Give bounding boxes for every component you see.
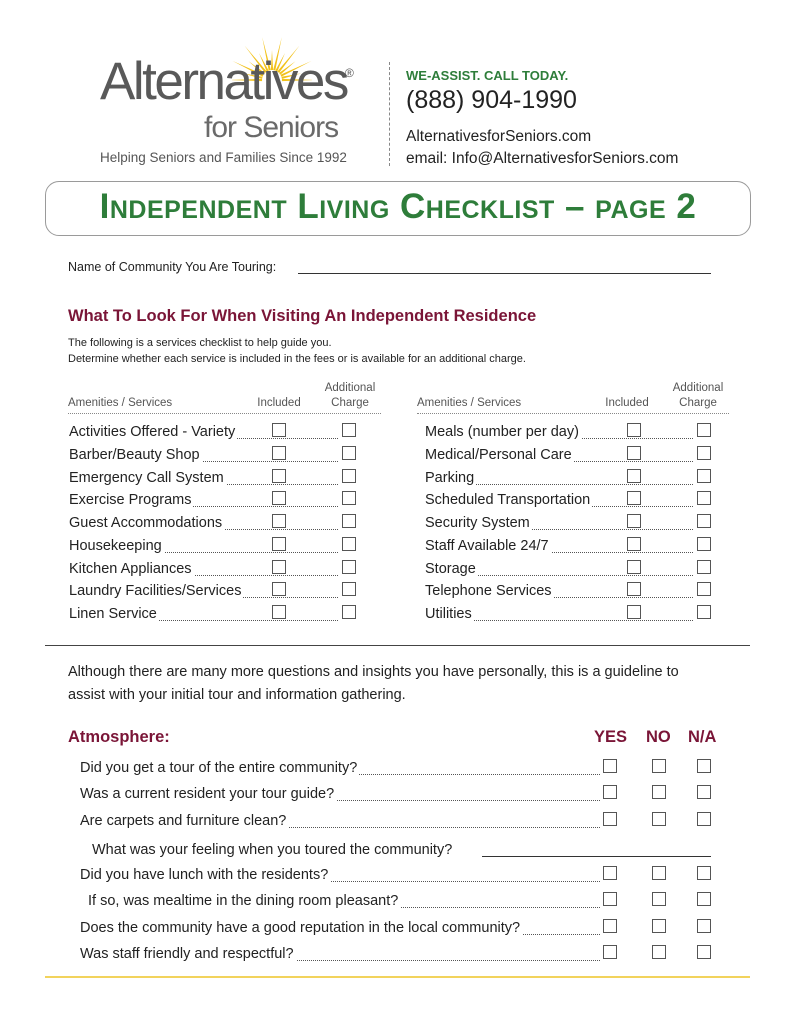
na-checkbox-icon[interactable] [697,759,711,773]
atmosphere-heading: Atmosphere: [68,728,170,746]
feeling-answer-field[interactable] [482,856,711,857]
checkbox-icon[interactable] [272,469,286,483]
tagline: Helping Seniors and Families Since 1992 [100,150,347,165]
checkbox-icon[interactable] [627,537,641,551]
no-checkbox-icon[interactable] [652,866,666,880]
atmosphere-question: What was your feeling when you toured the community? [92,842,453,858]
left-service-label: Kitchen Appliances [69,560,192,577]
checkbox-icon[interactable] [342,491,356,505]
checkbox-icon[interactable] [342,469,356,483]
checkbox-icon[interactable] [272,582,286,596]
page-title: Independent Living Checklist – page 2 [99,187,697,226]
right-service-label: Parking [425,469,475,486]
atmosphere-question: Was staff friendly and respectful? [80,946,294,962]
header-divider [389,62,390,166]
yes-checkbox-icon[interactable] [603,759,617,773]
checkbox-icon[interactable] [272,423,286,437]
checkbox-icon[interactable] [697,491,711,505]
contact-email[interactable]: email: Info@AlternativesforSeniors.com [406,150,679,167]
na-checkbox-icon[interactable] [697,866,711,880]
checkbox-icon[interactable] [697,469,711,483]
right-service-label: Security System [425,515,530,531]
atmosphere-question: If so, was mealtime in the dining room pleasant? [88,893,399,909]
checkbox-icon[interactable] [342,423,356,437]
checkbox-icon[interactable] [627,491,641,505]
checkbox-icon[interactable] [627,446,641,460]
left-service-label: Housekeeping [69,537,162,554]
left-service-label: Barber/Beauty Shop [69,446,200,463]
left-col-additional-line-2: Charge [331,397,369,409]
checkbox-icon[interactable] [342,582,356,596]
no-checkbox-icon[interactable] [652,759,666,773]
na-column-header: N/A [688,728,717,746]
left-service-label: Emergency Call System [69,469,224,486]
guideline-line-2: assist with your initial tour and information gathering. [68,687,406,703]
yes-checkbox-icon[interactable] [603,892,617,906]
checkbox-icon[interactable] [342,514,356,528]
left-col-additional-line-1: Additional [324,382,376,394]
logo-subtitle: for Seniors [204,111,339,144]
section-divider [45,645,750,646]
checkbox-icon[interactable] [342,446,356,460]
na-checkbox-icon[interactable] [697,785,711,799]
yes-checkbox-icon[interactable] [603,812,617,826]
checkbox-icon[interactable] [272,605,286,619]
contact-phone[interactable]: (888) 904-1990 [406,86,577,114]
contact-website[interactable]: AlternativesforSeniors.com [406,128,592,145]
checkbox-icon[interactable] [697,514,711,528]
no-checkbox-icon[interactable] [652,892,666,906]
yes-column-header: YES [594,728,628,746]
right-header-rule [417,413,729,414]
checkbox-icon[interactable] [697,605,711,619]
na-checkbox-icon[interactable] [697,919,711,933]
checkbox-icon[interactable] [272,514,286,528]
checkbox-icon[interactable] [627,514,641,528]
checkbox-icon[interactable] [342,560,356,574]
right-service-label: Staff Available 24/7 [425,537,549,554]
no-column-header: NO [646,728,671,746]
checkbox-icon[interactable] [697,423,711,437]
right-col-additional-header [666,381,730,411]
contact-cta: WE-ASSIST. CALL TODAY. [406,68,569,83]
no-checkbox-icon[interactable] [652,812,666,826]
right-col-additional-line-2: Charge [679,397,717,409]
right-col-additional-line-1: Additional [672,382,724,394]
left-col-included-header: Included [257,397,301,409]
logo-registered-mark: ® [345,66,354,80]
checkbox-icon[interactable] [342,537,356,551]
services-heading: What To Look For When Visiting An Independent Residence [68,307,537,325]
na-checkbox-icon[interactable] [697,945,711,959]
logo-wordmark: Alternatives [100,52,347,111]
checkbox-icon[interactable] [272,537,286,551]
left-service-label: Activities Offered - Variety [69,424,236,440]
checkbox-icon[interactable] [272,491,286,505]
atmosphere-question: Did you have lunch with the residents? [80,867,329,883]
right-col-amenities-header: Amenities / Services [417,397,522,409]
left-service-label: Laundry Facilities/Services [69,583,242,600]
checkbox-icon[interactable] [697,560,711,574]
checkbox-icon[interactable] [627,605,641,619]
checkbox-icon[interactable] [627,560,641,574]
left-service-label: Guest Accommodations [69,515,223,531]
services-intro-line-2: Determine whether each service is included in the fees or is available for an additional charge. [68,353,526,365]
atmosphere-question: Did you get a tour of the entire community? [80,760,358,776]
right-service-label: Scheduled Transportation [425,492,591,509]
yes-checkbox-icon[interactable] [603,945,617,959]
guideline-line-1: Although there are many more questions and insights you have personally, this is a guideline to [68,664,679,680]
right-service-label: Telephone Services [425,583,552,600]
checkbox-icon[interactable] [627,582,641,596]
checkbox-icon[interactable] [627,423,641,437]
left-col-additional-header [318,381,382,411]
community-name-label: Name of Community You Are Touring: [68,260,277,274]
right-col-included-header: Included [605,397,649,409]
no-checkbox-icon[interactable] [652,785,666,799]
right-service-label: Storage [425,560,476,577]
checkbox-icon[interactable] [697,582,711,596]
atmosphere-question: Are carpets and furniture clean? [80,813,287,829]
checkbox-icon[interactable] [342,605,356,619]
left-service-label: Linen Service [69,606,157,622]
checkbox-icon[interactable] [697,537,711,551]
left-service-label: Exercise Programs [69,492,192,509]
yes-checkbox-icon[interactable] [603,785,617,799]
no-checkbox-icon[interactable] [652,945,666,959]
left-header-rule [68,413,381,414]
atmosphere-question: Was a current resident your tour guide? [80,786,335,802]
na-checkbox-icon[interactable] [697,892,711,906]
checkbox-icon[interactable] [272,560,286,574]
community-name-field[interactable] [298,273,711,274]
checkbox-icon[interactable] [697,446,711,460]
yes-checkbox-icon[interactable] [603,866,617,880]
yes-checkbox-icon[interactable] [603,919,617,933]
checkbox-icon[interactable] [627,469,641,483]
footer-rule [45,976,750,978]
atmosphere-question: Does the community have a good reputation in the local community? [80,920,521,936]
checkbox-icon[interactable] [272,446,286,460]
right-service-label: Utilities [425,606,472,622]
right-service-label: Medical/Personal Care [425,446,572,463]
left-col-amenities-header: Amenities / Services [68,397,173,409]
no-checkbox-icon[interactable] [652,919,666,933]
services-intro-line-1: The following is a services checklist to help guide you. [68,337,332,349]
na-checkbox-icon[interactable] [697,812,711,826]
right-service-label: Meals (number per day) [425,424,579,440]
